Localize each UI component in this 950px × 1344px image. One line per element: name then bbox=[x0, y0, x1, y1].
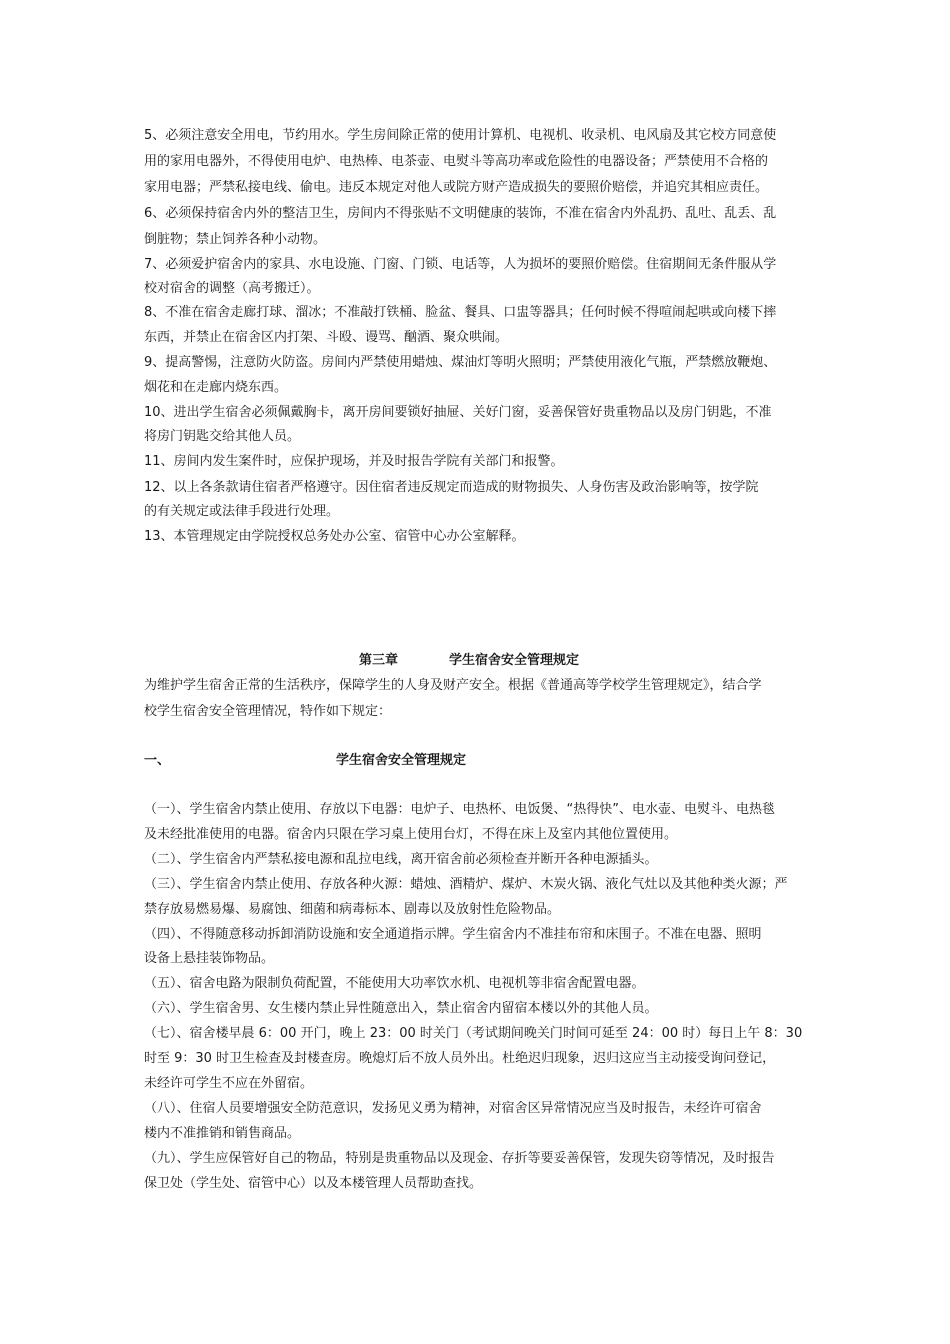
rule-line: 倒脏物；禁止饲养各种小动物。 bbox=[144, 232, 327, 247]
item-line: 楼内不准推销和销售商品。 bbox=[144, 1126, 301, 1141]
chapter-title: 学生宿舍安全管理规定 bbox=[449, 653, 580, 668]
rule-line: 7、必须爱护宿舍内的家具、水电设施、门窗、门锁、电话等，人为损坏的要照价赔偿。住宿期间无条件服从学 bbox=[144, 257, 777, 272]
item-line: （六）、学生宿舍男、女生楼内禁止异性随意出入，禁止宿舍内留宿本楼以外的其他人员。 bbox=[144, 1001, 658, 1016]
rule-line: 10、进出学生宿舍必须佩戴胸卡，离开房间要锁好抽屉、关好门窗，妥善保管好贵重物品以及房门钥匙，不准 bbox=[144, 405, 772, 420]
rule-line: 12、以上各条款请住宿者严格遵守。因住宿者违反规定而造成的财物损失、人身伤害及政治影响等，按学院 bbox=[144, 480, 759, 495]
item-line: 未经许可学生不应在外留宿。 bbox=[144, 1076, 314, 1091]
item-line: （九）、学生应保管好自己的物品，特别是贵重物品以及现金、存折等要妥善保管，发现失窃等情况，及时报告 bbox=[144, 1151, 775, 1166]
chapter-number: 第三章 bbox=[359, 653, 399, 668]
rule-line: 13、本管理规定由学院授权总务处办公室、宿管中心办公室解释。 bbox=[144, 529, 525, 544]
rule-line: 11、房间内发生案件时，应保护现场，并及时报告学院有关部门和报警。 bbox=[144, 454, 564, 469]
rule-line: 8、不准在宿舍走廊打球、溜冰；不准敲打铁桶、脸盆、餐具、口盅等器具；任何时候不得喧闹起哄或向楼下摔 bbox=[144, 305, 777, 320]
rule-line: 校对宿舍的调整（高考搬迁）。 bbox=[144, 281, 320, 296]
item-line: （一）、学生宿舍内禁止使用、存放以下电器：电炉子、电热杯、电饭煲、“热得快”、电水壶、电熨斗、电热毯 bbox=[144, 802, 775, 817]
rule-line: 用的家用电器外，不得使用电炉、电热棒、电茶壶、电熨斗等高功率或危险性的电器设备；严禁使用不合格的 bbox=[144, 154, 769, 169]
rule-line: 5、必须注意安全用电，节约用水。学生房间除正常的使用计算机、电视机、收录机、电风扇及其它校方同意使 bbox=[144, 128, 777, 143]
rule-line: 东西，并禁止在宿舍区内打架、斗殴、谩骂、酗酒、聚众哄闹。 bbox=[144, 330, 509, 345]
item-line: 禁存放易燃易爆、易腐蚀、细菌和病毒标本、剧毒以及放射性危险物品。 bbox=[144, 902, 561, 917]
item-line: （四）、不得随意移动拆卸消防设施和安全通道指示牌。学生宿舍内不准挂布帘和床围子。不准在电器、照明 bbox=[144, 927, 762, 942]
rule-line: 6、必须保持宿舍内外的整洁卫生，房间内不得张贴不文明健康的装饰，不准在宿舍内外乱扔、乱吐、乱丢、乱 bbox=[144, 206, 777, 221]
item-line: 及未经批准使用的电器。宿舍内只限在学习桌上使用台灯，不得在床上及室内其他位置使用。 bbox=[144, 827, 678, 842]
item-line: （五）、宿舍电路为限制负荷配置，不能使用大功率饮水机、电视机等非宿舍配置电器。 bbox=[144, 976, 645, 991]
rule-line: 家用电器；严禁私接电线、偷电。违反本规定对他人或院方财产造成损失的要照价赔偿，并追究其相应责任。 bbox=[144, 180, 769, 195]
intro-line: 为维护学生宿舍正常的生活秩序，保障学生的人身及财产安全。根据《普通高等学校学生管理规定》，结合学 bbox=[144, 678, 762, 693]
item-line: （八）、住宿人员要增强安全防范意识，发扬见义勇为精神，对宿舍区异常情况应当及时报告，未经许可宿舍 bbox=[144, 1101, 762, 1116]
rule-line: 烟花和在走廊内烧东西。 bbox=[144, 380, 288, 395]
rule-line: 9、提高警惕，注意防火防盗。房间内严禁使用蜡烛、煤油灯等明火照明；严禁使用液化气瓶，严禁燃放鞭炮、 bbox=[144, 355, 777, 370]
item-line: 时至 9：30 时卫生检查及封楼查房。晚熄灯后不放人员外出。杜绝迟归现象，迟归这应当主动接受询问登记， bbox=[144, 1051, 776, 1066]
section-title: 学生宿舍安全管理规定 bbox=[336, 753, 467, 768]
rule-line: 的有关规定或法律手段进行处理。 bbox=[144, 504, 340, 519]
intro-line: 校学生宿舍安全管理情况，特作如下规定： bbox=[144, 704, 392, 719]
item-line: 设备上悬挂装饰物品。 bbox=[144, 951, 275, 966]
section-number: 一、 bbox=[144, 753, 171, 768]
item-line: 保卫处（学生处、宿管中心）以及本楼管理人员帮助查找。 bbox=[144, 1176, 483, 1191]
item-line: （七）、宿舍楼早晨 6：00 开门，晚上 23：00 时关门（考试期间晚关门时间可延至 24：00 时）每日上午 8：30 bbox=[144, 1026, 803, 1041]
item-line: （三）、学生宿舍内禁止使用、存放各种火源：蜡烛、酒精炉、煤炉、木炭火锅、液化气灶以及其他种类火源；严 bbox=[144, 877, 788, 892]
item-line: （二）、学生宿舍内严禁私接电源和乱拉电线，离开宿舍前必须检查并断开各种电源插头。 bbox=[144, 852, 658, 867]
rule-line: 将房门钥匙交给其他人员。 bbox=[144, 429, 301, 444]
